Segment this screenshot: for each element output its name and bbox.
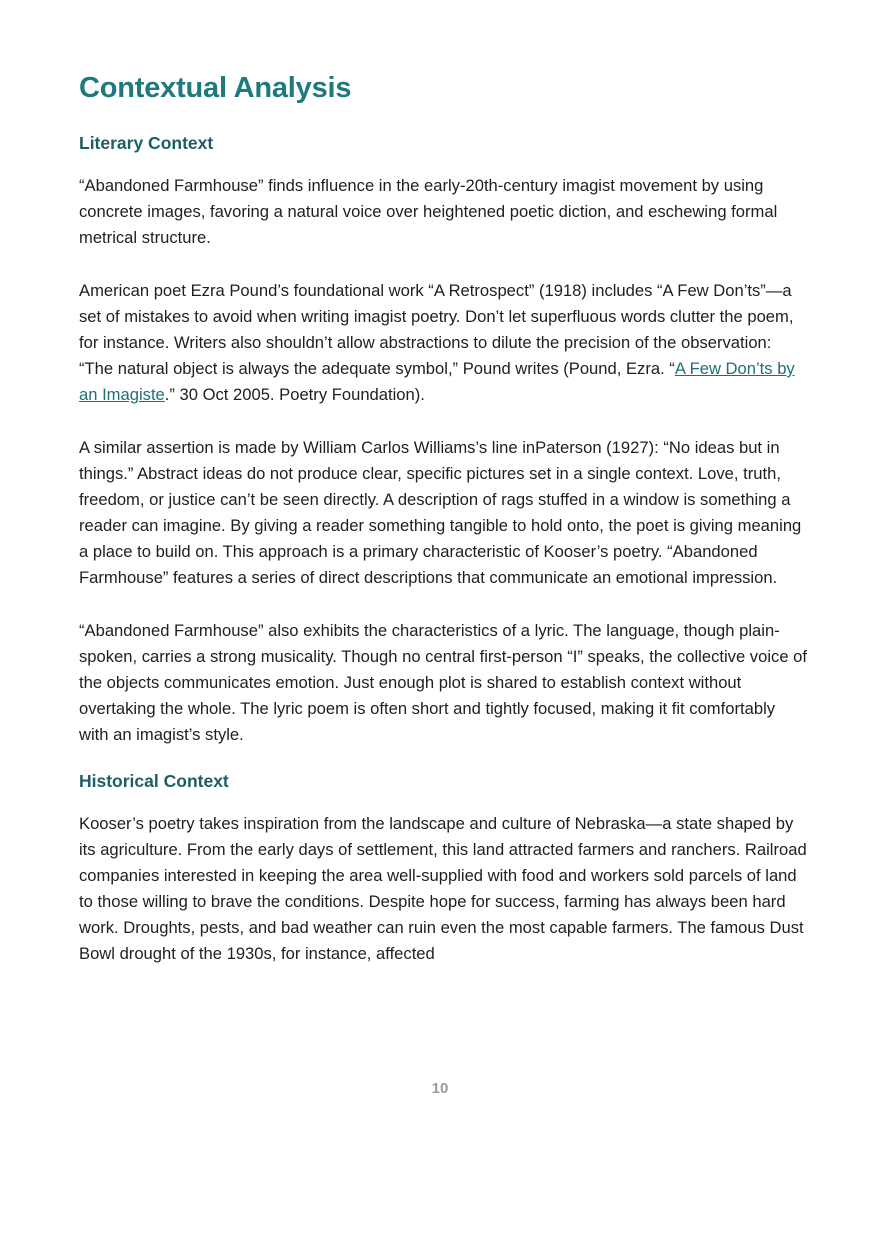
page-title: Contextual Analysis	[79, 72, 352, 104]
document-page	[79, 66, 809, 967]
paragraph-text-after-link: .” 30 Oct 2005. Poetry Foundation).	[164, 385, 425, 404]
paragraph-text-before-link: American poet Ezra Pound’s foundational work “A Retrospect” (1918) includes “A Few Don’ts”—a set of mistakes to avoid when writing imagist poetry. Don’t let superfluous words clutter the poem, for instance. Writers also shouldn’t allow abstractions to dilute the precision of the observation: “The natural object is always the adequate symbol,” Pound writes (Pound, Ezra. “	[79, 281, 794, 378]
literary-paragraph-1: “Abandoned Farmhouse” finds influence in the early-20th-century imagist movement by using concrete images, favoring a natural voice over heightened poetic diction, and eschewing formal metrical structure.	[79, 176, 778, 247]
literary-paragraph-3: A similar assertion is made by William Carlos Williams’s line inPaterson (1927): “No ideas but in things.” Abstract ideas do not produce clear, specific pictures set in a single context. Love, truth, freedom, or justice can’t be seen directly. A description of rags stuffed in a window is something a reader can imagine. By giving a reader something tangible to hold onto, the poet is giving meaning a place to build on. This approach is a primary characteristic of Kooser’s poetry. “Abandoned Farmhouse” features a series of direct descriptions that communicate an emotional impression.	[79, 438, 802, 587]
historical-paragraph-1: Kooser’s poetry takes inspiration from the landscape and culture of Nebraska—a state shaped by its agriculture. From the early days of settlement, this land attracted farmers and ranchers. Railroad companies interested in keeping the area well-supplied with food and workers sold parcels of land to those willing to brave the conditions. Despite hope for success, farming has always been hard work. Droughts, pests, and bad weather can ruin even the most capable farmers. The famous Dust Bowl drought of the 1930s, for instance, affected	[79, 814, 807, 963]
few-donts-link[interactable]: A Few Don’ts by an Imagiste	[79, 359, 795, 404]
historical-context-heading: Historical Context	[79, 771, 229, 791]
literary-paragraph-2	[79, 278, 809, 408]
literary-paragraph-4: “Abandoned Farmhouse” also exhibits the characteristics of a lyric. The language, though plain-spoken, carries a strong musicality. Though no central first-person “I” speaks, the collective voice of the objects communicates emotion. Just enough plot is shared to establish context without overtaking the whole. The lyric poem is often short and tightly focused, making it fit comfortably with an imagist’s style.	[79, 621, 807, 744]
literary-context-heading: Literary Context	[79, 133, 214, 153]
page-number: 10	[431, 1080, 449, 1097]
